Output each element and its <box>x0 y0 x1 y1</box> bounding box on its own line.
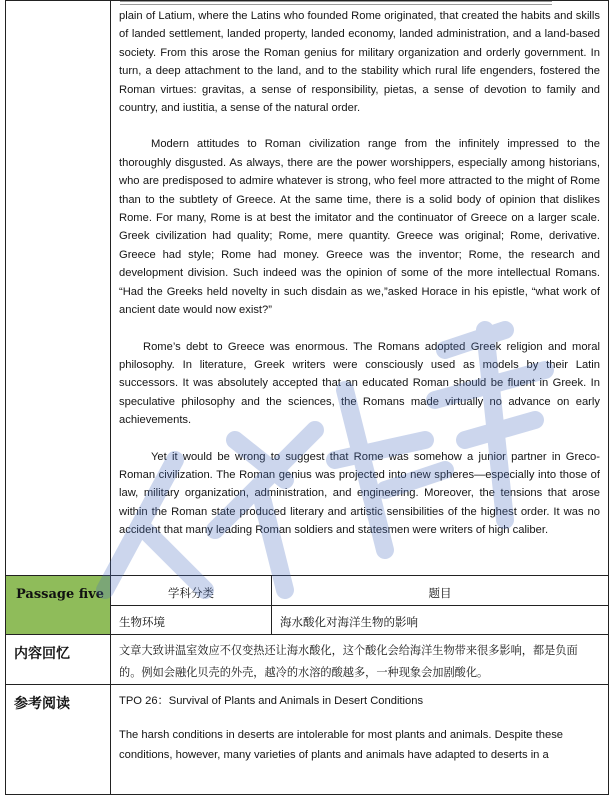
category-value: 生物环境 <box>111 606 272 635</box>
category-header: 学科分类 <box>111 576 272 606</box>
reading-paragraph: Yet it would be wrong to suggest that Rome was somehow a junior partner in Greco-Roman civilization. The Roman genius was projected into new spheres—especially into those of law, military organization, administration, and engineering. Moreover, the tensions that arose within the Roman state produced literary and artistic sensibilities of the highest order. It was no accident that many leading Roman soldiers and statesmen were writers of high caliber. <box>119 450 600 537</box>
reference-text: The harsh conditions in deserts are intolerable for most plants and animals. Despite these conditions, however, many varieties of plants and animals have adapted to deserts in a <box>119 729 564 761</box>
reference-label: 参考阅读 <box>14 696 70 712</box>
recall-label-cell <box>6 635 111 685</box>
reading-paragraph: Rome’s debt to Greece was enormous. The Romans adopted Greek religion and moral philosophy. In literature, Greek writers were consciously used as models by their Latin successors. It was absolutely accepted that an educated Roman should be fluent in Greek. In speculative philosophy and the sciences, the Romans made virtually no advance on early achievements. <box>119 340 600 427</box>
recall-text: 文章大致讲温室效应不仅变热还让海水酸化，这个酸化会给海洋生物带来很多影响，都是负面的。例如会融化贝壳的外壳，越冷的水溶的酸越多，一种现象会加剧酸化。 <box>111 635 609 685</box>
passage-label: Passage five <box>16 587 105 602</box>
reference-title: TPO 26：Survival of Plants and Animals in Desert Conditions <box>119 695 424 707</box>
passage-label-cell <box>6 576 111 635</box>
topic-header: 题目 <box>272 576 609 606</box>
reference-cell <box>111 685 609 795</box>
reading-text-cell <box>111 1 609 576</box>
reading-left-margin-cell <box>6 1 111 576</box>
recall-label: 内容回忆 <box>14 646 70 662</box>
topic-value: 海水酸化对海洋生物的影响 <box>272 606 609 635</box>
reading-paragraph: plain of Latium, where the Latins who founded Rome originated, that created the habits and skills of landed settlement, landed property, landed economy, landed administration, and a land-based society. From this arose the Roman genius for military organization and orderly government. In turn, a deep attachment to the land, and to the stability which rural life engenders, fostered the Roman virtues: gravitas, a sense of responsibility, pietas, a sense of devotion to family and country, and iustitia, a sense of the natural order. <box>119 10 600 115</box>
passage-table <box>5 0 609 795</box>
reference-label-cell <box>6 685 111 795</box>
reading-paragraph: Modern attitudes to Roman civilization range from the infinitely impressed to the thoroughly disgusted. As always, there are the power worshippers, especially among historians, who are predisposed to admire whatever is strong, who feel more attracted to the might of Rome than to the subtlety of Greece. At the same time, there is a solid body of opinion that dislikes Rome. For many, Rome is at best the imitator and the continuator of Greece on a larger scale. Greek civilization had quality; Rome, mere quantity. Greece was original; Rome, derivative. Greece had style; Rome had money. Greece was the inventor; Rome, the research and development division. Such indeed was the opinion of some of the more intellectual Romans. “Had the Greeks held novelty in such disdain as we,”asked Horace in his epistle, “what work of ancient date would now exist?” <box>119 138 600 317</box>
